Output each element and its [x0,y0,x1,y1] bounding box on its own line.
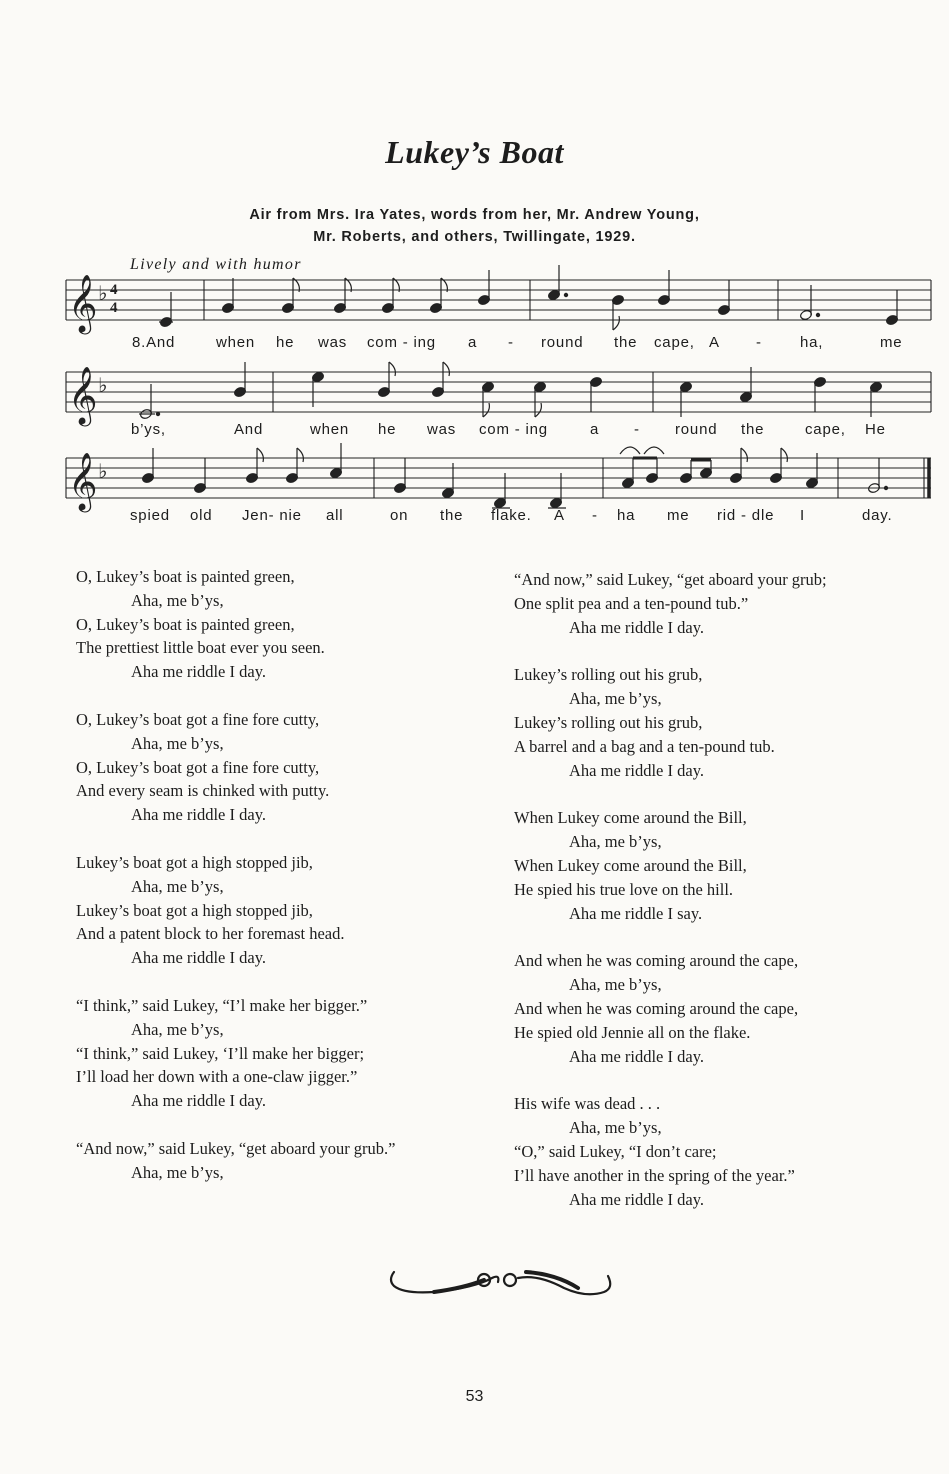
verse-line: Aha me riddle I day. [131,1091,267,1111]
svg-text:4: 4 [110,300,118,316]
verse-line: I’ll load her down with a one-claw jigger.” [76,1067,358,1087]
verse-line: “I think,” said Lukey, “I’l make her bigger.” [76,995,368,1015]
lyric-syllable: rid - dle [717,507,775,524]
lyrics-line-3 [0,507,949,529]
svg-text:♭: ♭ [98,281,108,305]
lyric-syllable: ha [617,507,636,524]
lyric-syllable: com - ing [479,421,548,438]
verse-line: I’ll have another in the spring of the year.” [514,1165,795,1185]
lyric-syllable: a [590,421,600,438]
lyric-syllable: was [318,334,348,351]
verse-line: The prettiest little boat ever you seen. [76,638,325,658]
lyric-syllable: And [234,421,264,438]
verse-line: Aha me riddle I day. [131,662,267,682]
verse-line: Lukey’s boat got a high stopped jib, [76,900,313,920]
credit-line-2: Mr. Roberts, and others, Twillingate, 1929. [313,229,636,245]
verse-line: O, Lukey’s boat got a fine fore cutty, [76,757,320,777]
lyric-syllable: he [276,334,295,351]
verse-line: Aha, me b’ys, [131,876,224,896]
verses-left-column [76,565,396,1185]
verse-line: His wife was dead . . . [514,1094,661,1114]
verse-line: One split pea and a ten-pound tub.” [514,593,749,613]
lyric-syllable: Jen- nie [242,507,302,524]
lyric-syllable: A [554,507,565,524]
lyric-syllable: the [741,421,765,438]
verse-line: And every seam is chinked with putty. [76,781,330,801]
verse-line: Aha, me b’ys, [569,1118,662,1138]
music-score [0,0,949,540]
verse-line: Lukey’s rolling out his grub, [514,665,703,685]
lyric-syllable: com - ing [367,334,436,351]
lyric-syllable: b’ys, [131,421,166,438]
verse-line: Aha, me b’ys, [569,689,662,709]
lyric-syllable: when [216,334,256,351]
verse-line: Aha me riddle I day. [131,948,267,968]
lyric-syllable: the [614,334,638,351]
lyric-syllable: spied [130,507,170,524]
page-number: 53 [465,1388,484,1405]
verse-line: “And now,” said Lukey, “get aboard your grub; [514,570,827,589]
lyric-syllable: when [310,421,350,438]
verse-line: Aha, me b’ys, [131,1019,224,1039]
lyric-syllable: a [468,334,478,351]
verse-line: And when he was coming around the cape, [514,998,799,1018]
svg-text:♭: ♭ [98,373,108,397]
verse-line: Aha me riddle I say. [569,903,703,923]
verse-line: Aha, me b’ys, [569,975,662,995]
lyric-syllable: me [667,507,690,524]
verse-line: Aha me riddle I day. [569,617,705,637]
verse-line: Aha me riddle I day. [569,1046,705,1066]
verse-line: Aha, me b’ys, [131,1162,224,1182]
staff-3 [66,458,931,498]
verse-line: When Lukey come around the Bill, [514,808,747,828]
verse-line: He spied his true love on the hill. [514,879,734,899]
lyric-syllable: flake. [491,507,532,524]
svg-text:𝄞: 𝄞 [68,452,98,510]
lyric-syllable: I [800,507,805,524]
lyric-syllable: old [190,507,213,524]
lyric-syllable: day. [862,507,893,524]
lyric-syllable: he [378,421,397,438]
verse-line: Aha me riddle I day. [131,805,267,825]
lyric-syllable: on [390,507,409,524]
lyric-syllable: was [427,421,457,438]
svg-text:♭: ♭ [98,459,108,483]
staff-2 [66,372,931,412]
svg-text:𝄞: 𝄞 [68,366,98,424]
lyric-syllable: He [865,421,886,438]
lyric-syllable: round [541,334,584,351]
verse-line: And a patent block to her foremast head. [76,924,345,944]
verse-line: O, Lukey’s boat is painted green, [76,567,295,586]
verse-line: Aha, me b’ys, [569,832,662,852]
song-title: Lukey’s Boat [385,134,564,170]
verse-line: A barrel and a bag and a ten-pound tub. [514,736,775,756]
verse-line: “And now,” said Lukey, “get aboard your grub.” [76,1138,396,1158]
verse-line: When Lukey come around the Bill, [514,855,747,875]
tempo-marking: Lively and with humor [130,256,302,273]
verse-line: He spied old Jennie all on the flake. [514,1022,751,1042]
lyrics-line-2 [0,421,949,443]
verse-line: Lukey’s boat got a high stopped jib, [76,852,313,872]
lyric-syllable: - [508,334,514,351]
verse-line: O, Lukey’s boat got a fine fore cutty, [76,709,320,729]
verse-line: Aha me riddle I day. [569,760,705,780]
lyric-syllable: me [880,334,903,351]
lyric-syllable: 8.And [132,334,176,351]
verse-line: “I think,” said Lukey, ‘I’ll make her bigger; [76,1043,365,1063]
credit-line-1: Air from Mrs. Ira Yates, words from her, Mr. Andrew Young, [249,207,700,223]
verse-line: And when he was coming around the cape, [514,951,799,971]
verse-line: Lukey’s rolling out his grub, [514,712,703,732]
lyric-syllable: - [592,507,598,524]
scroll-ornament-icon [386,1258,616,1304]
verse-line: Aha me riddle I day. [569,1189,705,1209]
lyric-syllable: - [634,421,640,438]
lyric-syllable: cape, [805,421,846,438]
verses-right-column [514,568,827,1211]
verse-line: “O,” said Lukey, “I don’t care; [514,1141,717,1161]
lyrics-line-1 [0,334,949,356]
verse-line: O, Lukey’s boat is painted green, [76,614,295,634]
lyric-syllable: - [756,334,762,351]
lyric-syllable: ha, [800,334,824,351]
lyric-syllable: A [709,334,720,351]
svg-text:4: 4 [110,282,118,298]
verse-line: Aha, me b’ys, [131,590,224,610]
lyric-syllable: all [326,507,344,524]
lyric-syllable: the [440,507,464,524]
svg-text:𝄞: 𝄞 [68,274,98,332]
lyric-syllable: round [675,421,718,438]
lyric-syllable: cape, [654,334,695,351]
verse-line: Aha, me b’ys, [131,733,224,753]
